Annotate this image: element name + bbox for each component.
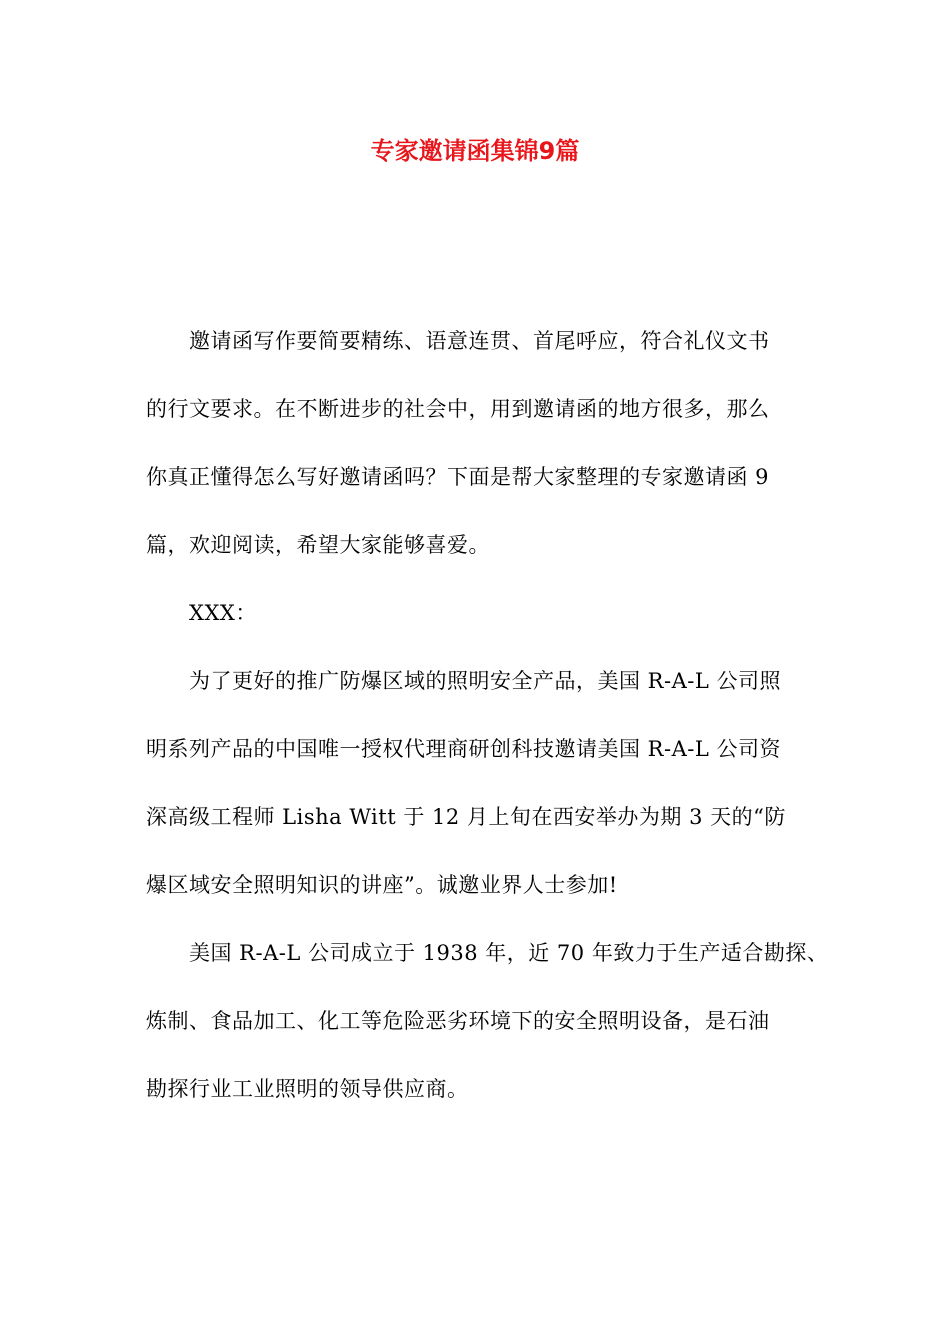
- paragraph-line: 篇，欢迎阅读，希望大家能够喜爱。: [146, 533, 490, 557]
- paragraph-line: 邀请函写作要简要精练、语意连贯、首尾呼应，符合礼仪文书: [189, 329, 770, 353]
- paragraph-line: 炼制、食品加工、化工等危险恶劣环境下的安全照明设备，是石油: [146, 1009, 770, 1033]
- paragraph-line: 明系列产品的中国唯一授权代理商研创科技邀请美国 R-A-L 公司资: [146, 737, 781, 761]
- paragraph-line: 深高级工程师 Lisha Witt 于 12 月上旬在西安举办为期 3 天的“防: [146, 805, 786, 829]
- paragraph-line: 爆区域安全照明知识的讲座”。诚邀业界人士参加!: [146, 873, 618, 897]
- document-title: 专家邀请函集锦9篇: [370, 137, 580, 165]
- salutation-line: XXX：: [189, 601, 257, 625]
- paragraph-line: 的行文要求。在不断进步的社会中，用到邀请函的地方很多，那么: [146, 397, 770, 421]
- paragraph-line: 你真正懂得怎么写好邀请函吗？下面是帮大家整理的专家邀请函 9: [146, 465, 770, 489]
- document-body: [146, 319, 829, 1135]
- paragraph-line: 勘探行业工业照明的领导供应商。: [146, 1077, 469, 1101]
- paragraph-line: 美国 R-A-L 公司成立于 1938 年，近 70 年致力于生产适合勘探、: [189, 941, 829, 965]
- paragraph-line: 为了更好的推广防爆区域的照明安全产品，美国 R-A-L 公司照: [189, 669, 781, 693]
